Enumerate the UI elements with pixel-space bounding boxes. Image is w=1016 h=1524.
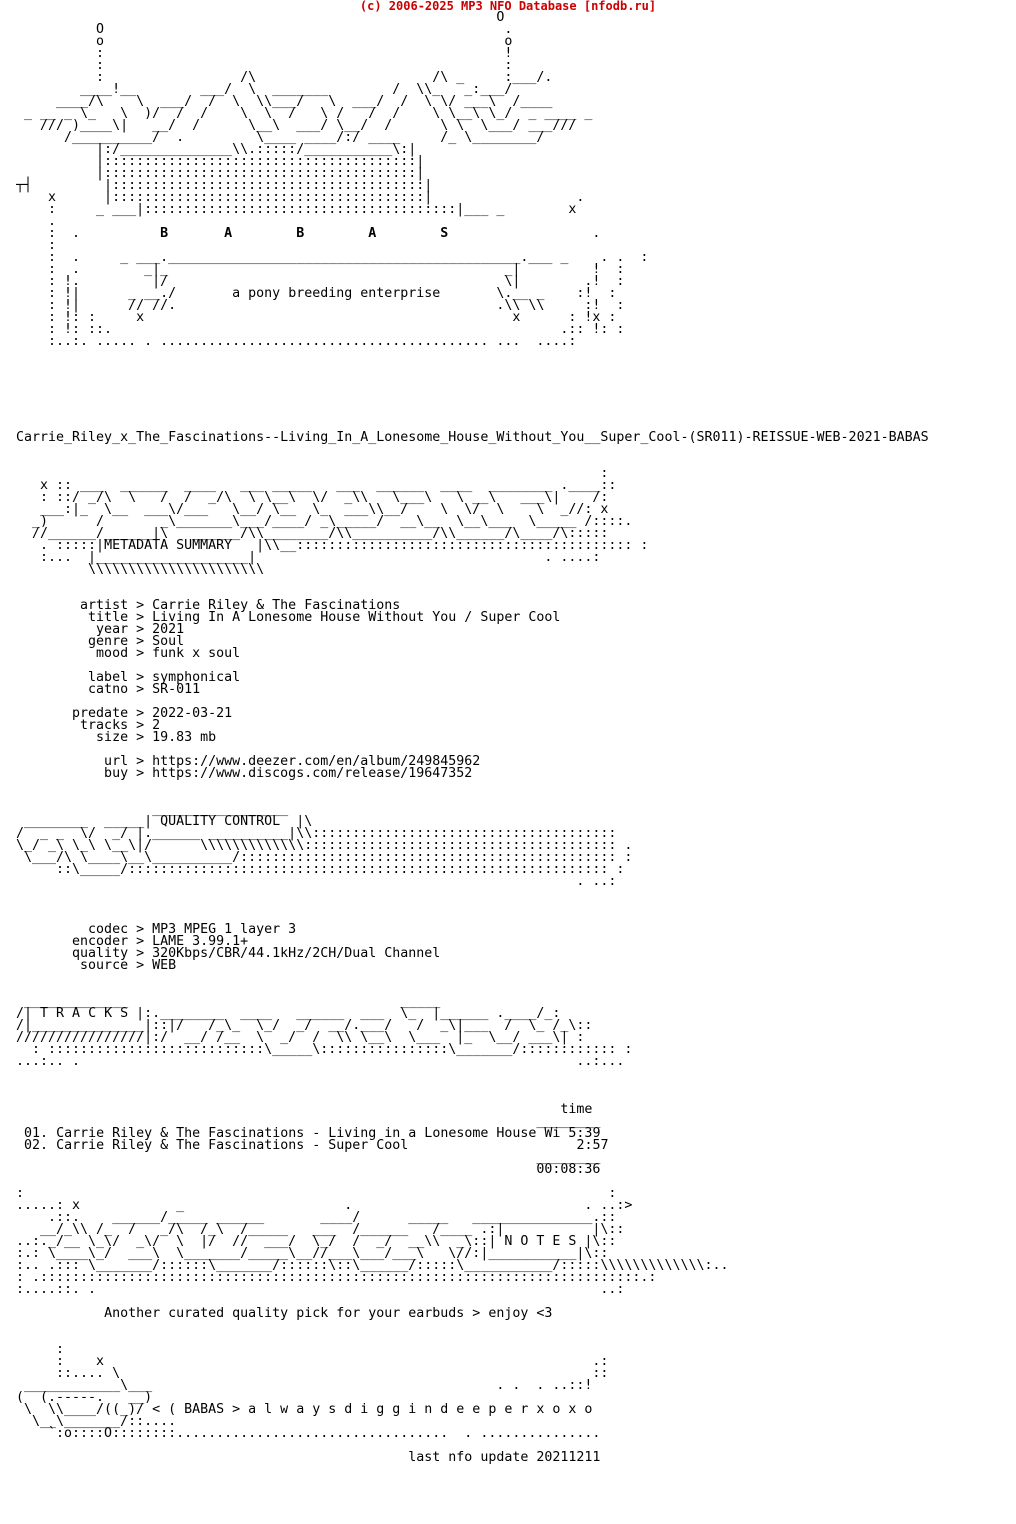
release-name-line xyxy=(16,432,929,444)
footer-art: : : x .: ::.... \ :: ____________\___ . . . ..::! ( (.-----. __) \ \\____/((_)/ < ( BABAS > a l w a y s d i g g i n d e e p e r x o x o \__\_______/::.... `:o::::O::::::::.................................. . ............... last nfo update 20211211 xyxy=(16,1342,609,1465)
tagline: a pony breeding enterprise xyxy=(232,286,441,301)
track-1-number: 01. xyxy=(24,1126,49,1141)
quality-value: 320Kbps/CBR/44.1kHz/2CH/Dual Channel xyxy=(152,946,441,961)
metadata-section-title: METADATA SUMMARY xyxy=(104,538,233,553)
tracks-count-value: 2 xyxy=(152,718,161,733)
track-2-number: 02. xyxy=(24,1138,49,1153)
notes-banner: : : .....: x _ . . ..:> .::. ______/_____ ______ ____/ _____ _______________.:: __/_\\ /_ / _/\ /_\ /_____ ___ /______ /____ .:| |\:: ..:._/__ \_\/ _\/ \ |/ // ___/ \_/ / _/ __\\ _\::| N O T E S |\:: :.: \____\_/ ___\ \_______/_____\__//___\___/___\ \//:|___________|\:: :.. .::: \_______/::::::\_______/::::::\::\______/:::::\___________/:::::\\\\\\\\\\\\\:.. : .:::::::::::::::::::::::::::::::::::::::::::::::::::::::::::::::::::::::::::.: :....::. . ..: xyxy=(16,1186,729,1297)
metadata-list: artist > Carrie Riley & The Fascinations title > Living In A Lonesome House Without You / Super Cool year > 2021 genre > Soul mood > funk x soul label > symphonical catno > SR-011 predate > 2022-03-21 tracks > 2 size > 19.83 mb url > https://www.deezer.com/en/album/249845962 buy > https://www.discogs.com/release/19647352 xyxy=(16,598,561,781)
codec-value: MP3 MPEG 1 layer 3 xyxy=(152,922,297,937)
track-1-time: 5:39 xyxy=(568,1126,601,1141)
quality-banner: _________________ ________ _____| QUALITY CONTROL |\ / _ _ \/ _/ |.______ __________|\\:::::::::::::::::::::::::::::::::::::: \_/ _\ \_\ \__\|/ \\\\\\\\\\\\\::::::::::::::::::::::::::::::::::::::: . \___/\ \____\__\__________/::::::::::::::::::::::::::::::::::::::::::::::: : ::\_____/:::::::::::::::::::::::::::::::::::::::::::::::::::::::::::: : . ..: xyxy=(16,802,633,889)
track-2-time: 2:57 xyxy=(576,1138,609,1153)
notes-text: Another curated quality pick for your earbuds > enjoy <3 xyxy=(104,1306,553,1321)
source-value: WEB xyxy=(152,958,177,973)
footer-signoff: < ( BABAS > a l w a y s d i g g i n d e e p e r x o x o xyxy=(152,1402,593,1417)
artist-value: Carrie Riley & The Fascinations xyxy=(152,598,401,613)
buy-link[interactable]: https://www.discogs.com/release/19647352 xyxy=(152,766,473,781)
label-value: symphonical xyxy=(152,670,241,685)
predate-value: 2022-03-21 xyxy=(152,706,233,721)
copyright-header: (c) 2006-2025 MP3 NFO Database [nfodb.ru] xyxy=(359,0,657,13)
quality-section-title: QUALITY CONTROL xyxy=(160,814,281,829)
encoder-value: LAME 3.99.1+ xyxy=(152,934,249,949)
mood-value: funk x soul xyxy=(152,646,241,661)
catno-value: SR-011 xyxy=(152,682,201,697)
title-value: Living In A Lonesome House Without You / Super Cool xyxy=(152,610,561,625)
size-value: 19.83 mb xyxy=(152,730,217,745)
metadata-banner: : x :: ___ ______ ____ ___ _____ ___ ______ ____ ________ .____:: : ::/ _/\ \ / / _/\ \ \__\ \/ _\\ \___\ \ __\ ___\| /: ___:|_ \__ ___\/___ \__/ \__ \_ ___\\__/ \ \/ \ \ _//: x _) / _\_______\___/____/ _\_____/ __\__ \__\___ \_____ /::::. //______/______|\ ______/\\________/\\__________/\\______/\____/\::::: . :::::|METADATA SUMMARY |\\__:::::::::::::::::::::::::::::::::::::::::: : :... |___________________| . ....: \\\\\\\\\\\\\\\\\\\\\\ xyxy=(32,466,649,577)
group-logo-letters: B A B A S xyxy=(160,226,449,241)
track-1-name: Carrie Riley & The Fascinations - Living in a Lonesome House Wi xyxy=(56,1126,561,1141)
tracks-banner: _____________ _____ /| T R A C K S |:.________ ____ ______ ___ \_ |______ .____/_: /|______________|::|/ /_\_ \_/ _/ __/.___/ / _\|___ / \_ /_\:: ////////////////|:/ __/ /__ \ _/ / \\ \__\ \___ |_ \__/ ___\| : : :::::::::::::::::::::::::::\_____\::::::::::::::::\_______/:::::::::::: : ...:.. . ..:... xyxy=(16,994,633,1069)
tracks-section-title: T R A C K S xyxy=(40,1006,129,1021)
notes-text-line xyxy=(16,1308,552,1320)
time-column-header: time xyxy=(560,1102,593,1117)
total-time: 00:08:36 xyxy=(536,1162,601,1177)
tracklist: time ________ 01. Carrie Riley & The Fascinations - Living in a Lonesome House Wi 5:39 02. Carrie Riley & The Fascinations - Super Cool 2:57 ________ 00:08:36 xyxy=(24,1102,609,1177)
release-name: Carrie_Riley_x_The_Fascinations--Living_In_A_Lonesome_House_Without_You__Super_Cool-(SR011)-REISSUE-WEB-2021-BABAS xyxy=(16,430,929,445)
nfo-content: O O . o o : ! : : : /\ /\ _ :___/. ____!__ ___/ \ _______ / \\_ _:___/ ____/\ \ ___/ / \ \\___/ \ ___/ / \ \/ ___\ /____ _ __ _ \_ \ )/ / / \ \ / \ / / / \ \__\ \_/ _ ____ _ /// )____\| __/ / \__\ ___/ \__/ / \ \ \___/ ___/// /__________/ . \____ ____/:/ ____ /_ \________/ |:/______________\\.:::::/___________\:| |:::::::::::::::::::::::::::::::::::::::| |:::::::::::::::::::::::::::::::::::::::| ┬┤ |:::::::::::::::::::::::::::::::::::::::| x |:::::::::::::::::::::::::::::::::::::::| . : _ ___|:::::::::::::::::::::::::::::::::::::::|___ _ x . : . B A B A S . : : . _ ___.____________________________________________.___ _ . . : : . _|_ _| ! : : !. |/ \| .! : : !| _ __./ a pony breeding enterprise \.__ _ :! : : !| // //. .\\ \\ :! : : !: : x x : !x : : !: ::. .:: !: : :..:. ..... . ......................................... ... ....: xyxy=(16,10,649,349)
last-update: last nfo update 20211211 xyxy=(408,1450,601,1465)
quality-list: codec > MP3 MPEG 1 layer 3 encoder > LAME 3.99.1+ quality > 320Kbps/CBR/44.1kHz/2CH/Dual Channel source > WEB xyxy=(16,922,441,973)
url-link[interactable]: https://www.deezer.com/en/album/249845962 xyxy=(152,754,481,769)
notes-section-title: N O T E S xyxy=(504,1234,577,1249)
track-2-name: Carrie Riley & The Fascinations - Super Cool xyxy=(56,1138,409,1153)
year-value: 2021 xyxy=(152,622,185,637)
genre-value: Soul xyxy=(152,634,185,649)
